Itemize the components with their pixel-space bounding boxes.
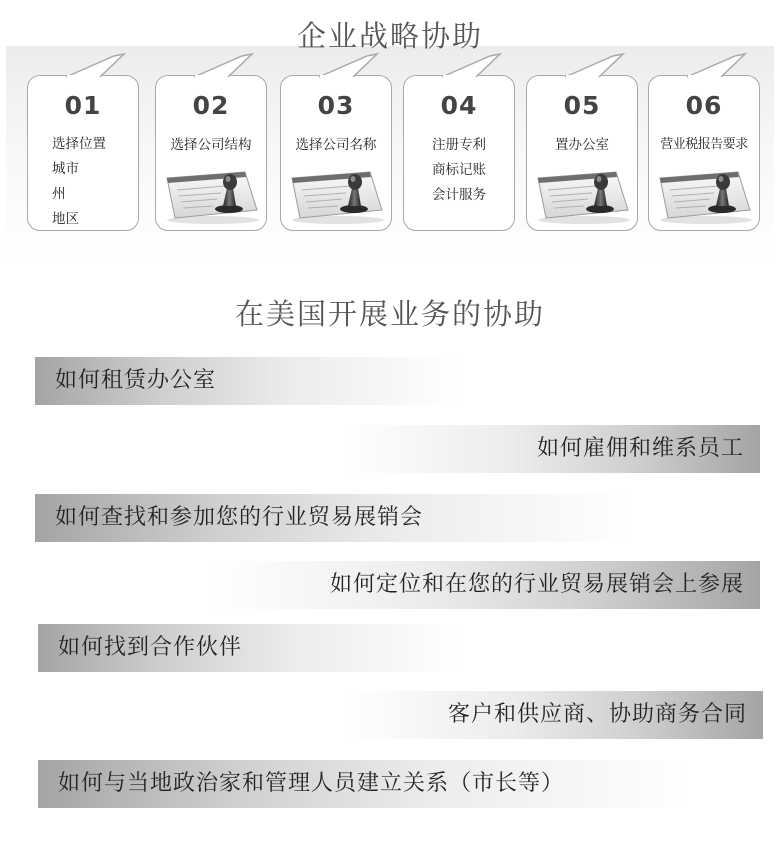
card-line: 地区 [52,211,79,227]
card-number: 01 [64,91,102,120]
section-title-us-business: 在美国开展业务的协助 [234,297,545,331]
document-stamp-icon [288,166,386,226]
card-text-lines [28,132,162,232]
card-label: 营业税报告要求 [660,137,748,152]
strategy-card-03 [280,75,392,231]
card-line: 选择位置 [52,136,106,152]
speech-bubble-tail [565,54,629,78]
speech-bubble-tail [319,54,383,78]
document-stamp-icon [163,166,261,226]
assist-item-find-trade-show: 如何查找和参加您的行业贸易展销会 [35,494,635,542]
document-stamp-icon [656,166,754,226]
strategy-card-01 [27,75,139,231]
card-line: 州 [52,186,66,202]
strategy-card-04 [403,75,515,231]
speech-bubble-tail [66,54,130,78]
card-label: 置办公室 [555,137,609,153]
assist-item-rent-office: 如何租赁办公室 [35,357,460,405]
speech-bubble-tail [687,54,751,78]
assist-item-find-partners: 如何找到合作伙伴 [38,624,460,672]
speech-bubble-tail [442,54,506,78]
assist-item-hire-staff: 如何雇佣和维系员工 [345,425,760,473]
speech-bubble-tail [194,54,258,78]
card-text-lines [404,133,514,208]
card-number: 04 [440,91,478,120]
document-stamp-icon [534,166,632,226]
strategy-card-02 [155,75,267,231]
strategy-card-05 [526,75,638,231]
card-number: 06 [685,91,723,120]
card-line: 商标记账 [432,162,486,178]
strategy-card-06 [648,75,760,231]
card-label: 选择公司名称 [295,137,377,153]
card-number: 03 [317,91,355,120]
assist-item-local-relations: 如何与当地政治家和管理人员建立关系（市长等） [38,760,693,808]
card-line: 会计服务 [432,187,486,203]
card-line: 城市 [52,161,79,177]
card-line: 注册专利 [432,137,486,153]
card-label: 选择公司结构 [170,137,252,153]
section-title-strategy: 企业战略协助 [296,19,483,53]
card-number: 05 [563,91,601,120]
card-number: 02 [192,91,230,120]
assist-item-contracts: 客户和供应商、协助商务合同 [345,691,763,739]
assist-item-exhibit-trade-show: 如何定位和在您的行业贸易展销会上参展 [210,561,760,609]
